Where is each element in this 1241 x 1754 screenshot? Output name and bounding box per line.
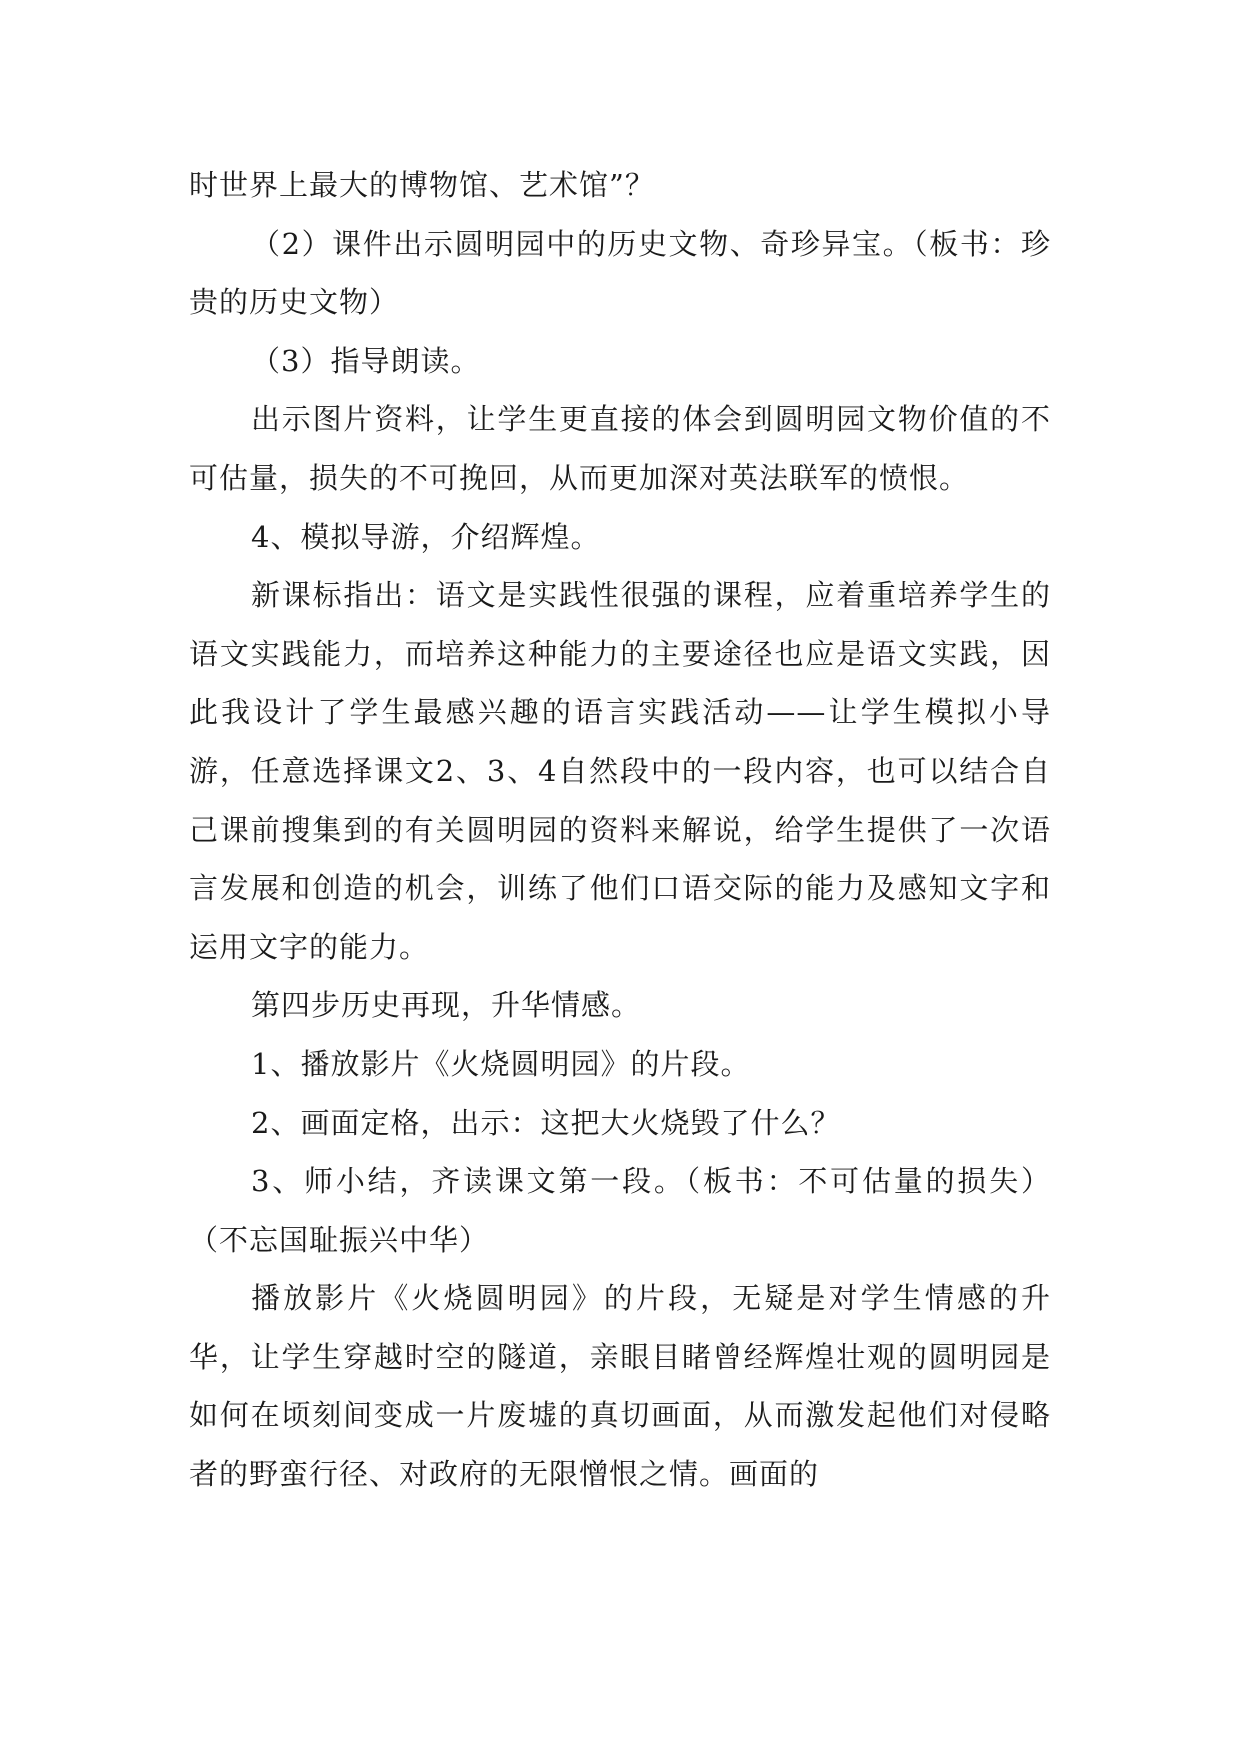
paragraph-9: 2、画面定格，出示：这把大火烧毁了什么？ [251,1105,841,1140]
paragraph-8: 1、播放影片《火烧圆明园》的片段。 [251,1046,751,1081]
document-body [189,156,1051,1504]
paragraph-10: 3、师小结，齐读课文第一段。（板书：不可估量的损失）（不忘国耻振兴中华） [189,1164,1051,1257]
paragraph-4: 出示图片资料，让学生更直接的体会到圆明园文物价值的不可估量，损失的不可挽回，从而更加深对英法联军的愤恨。 [189,402,1051,495]
paragraph-2: （2）课件出示圆明园中的历史文物、奇珍异宝。（板书：珍贵的历史文物） [189,226,1051,320]
paragraph-5: 4、模拟导游，介绍辉煌。 [251,519,601,554]
paragraph-1: 时世界上最大的博物馆、艺术馆”？ [189,168,655,202]
paragraph-11: 播放影片《火烧圆明园》的片段，无疑是对学生情感的升华，让学生穿越时空的隧道，亲眼目睹曾经辉煌壮观的圆明园是如何在顷刻间变成一片废墟的真切画面，从而激发起他们对侵略者的野蛮行径、对政府的无限憎恨之情。画面的 [189,1281,1051,1492]
paragraph-7: 第四步历史再现，升华情感。 [251,988,642,1023]
paragraph-6: 新课标指出：语文是实践性很强的课程，应着重培养学生的语文实践能力，而培养这种能力的主要途径也应是语文实践，因此我设计了学生最感兴趣的语言实践活动——让学生模拟小导游，任意选择课文2、3、4自然段中的一段内容，也可以结合自己课前搜集到的有关圆明园的资料来解说，给学生提供了一次语言发展和创造的机会，训练了他们口语交际的能力及感知文字和运用文字的能力。 [189,578,1051,964]
paragraph-3: （3）指导朗读。 [251,343,481,378]
